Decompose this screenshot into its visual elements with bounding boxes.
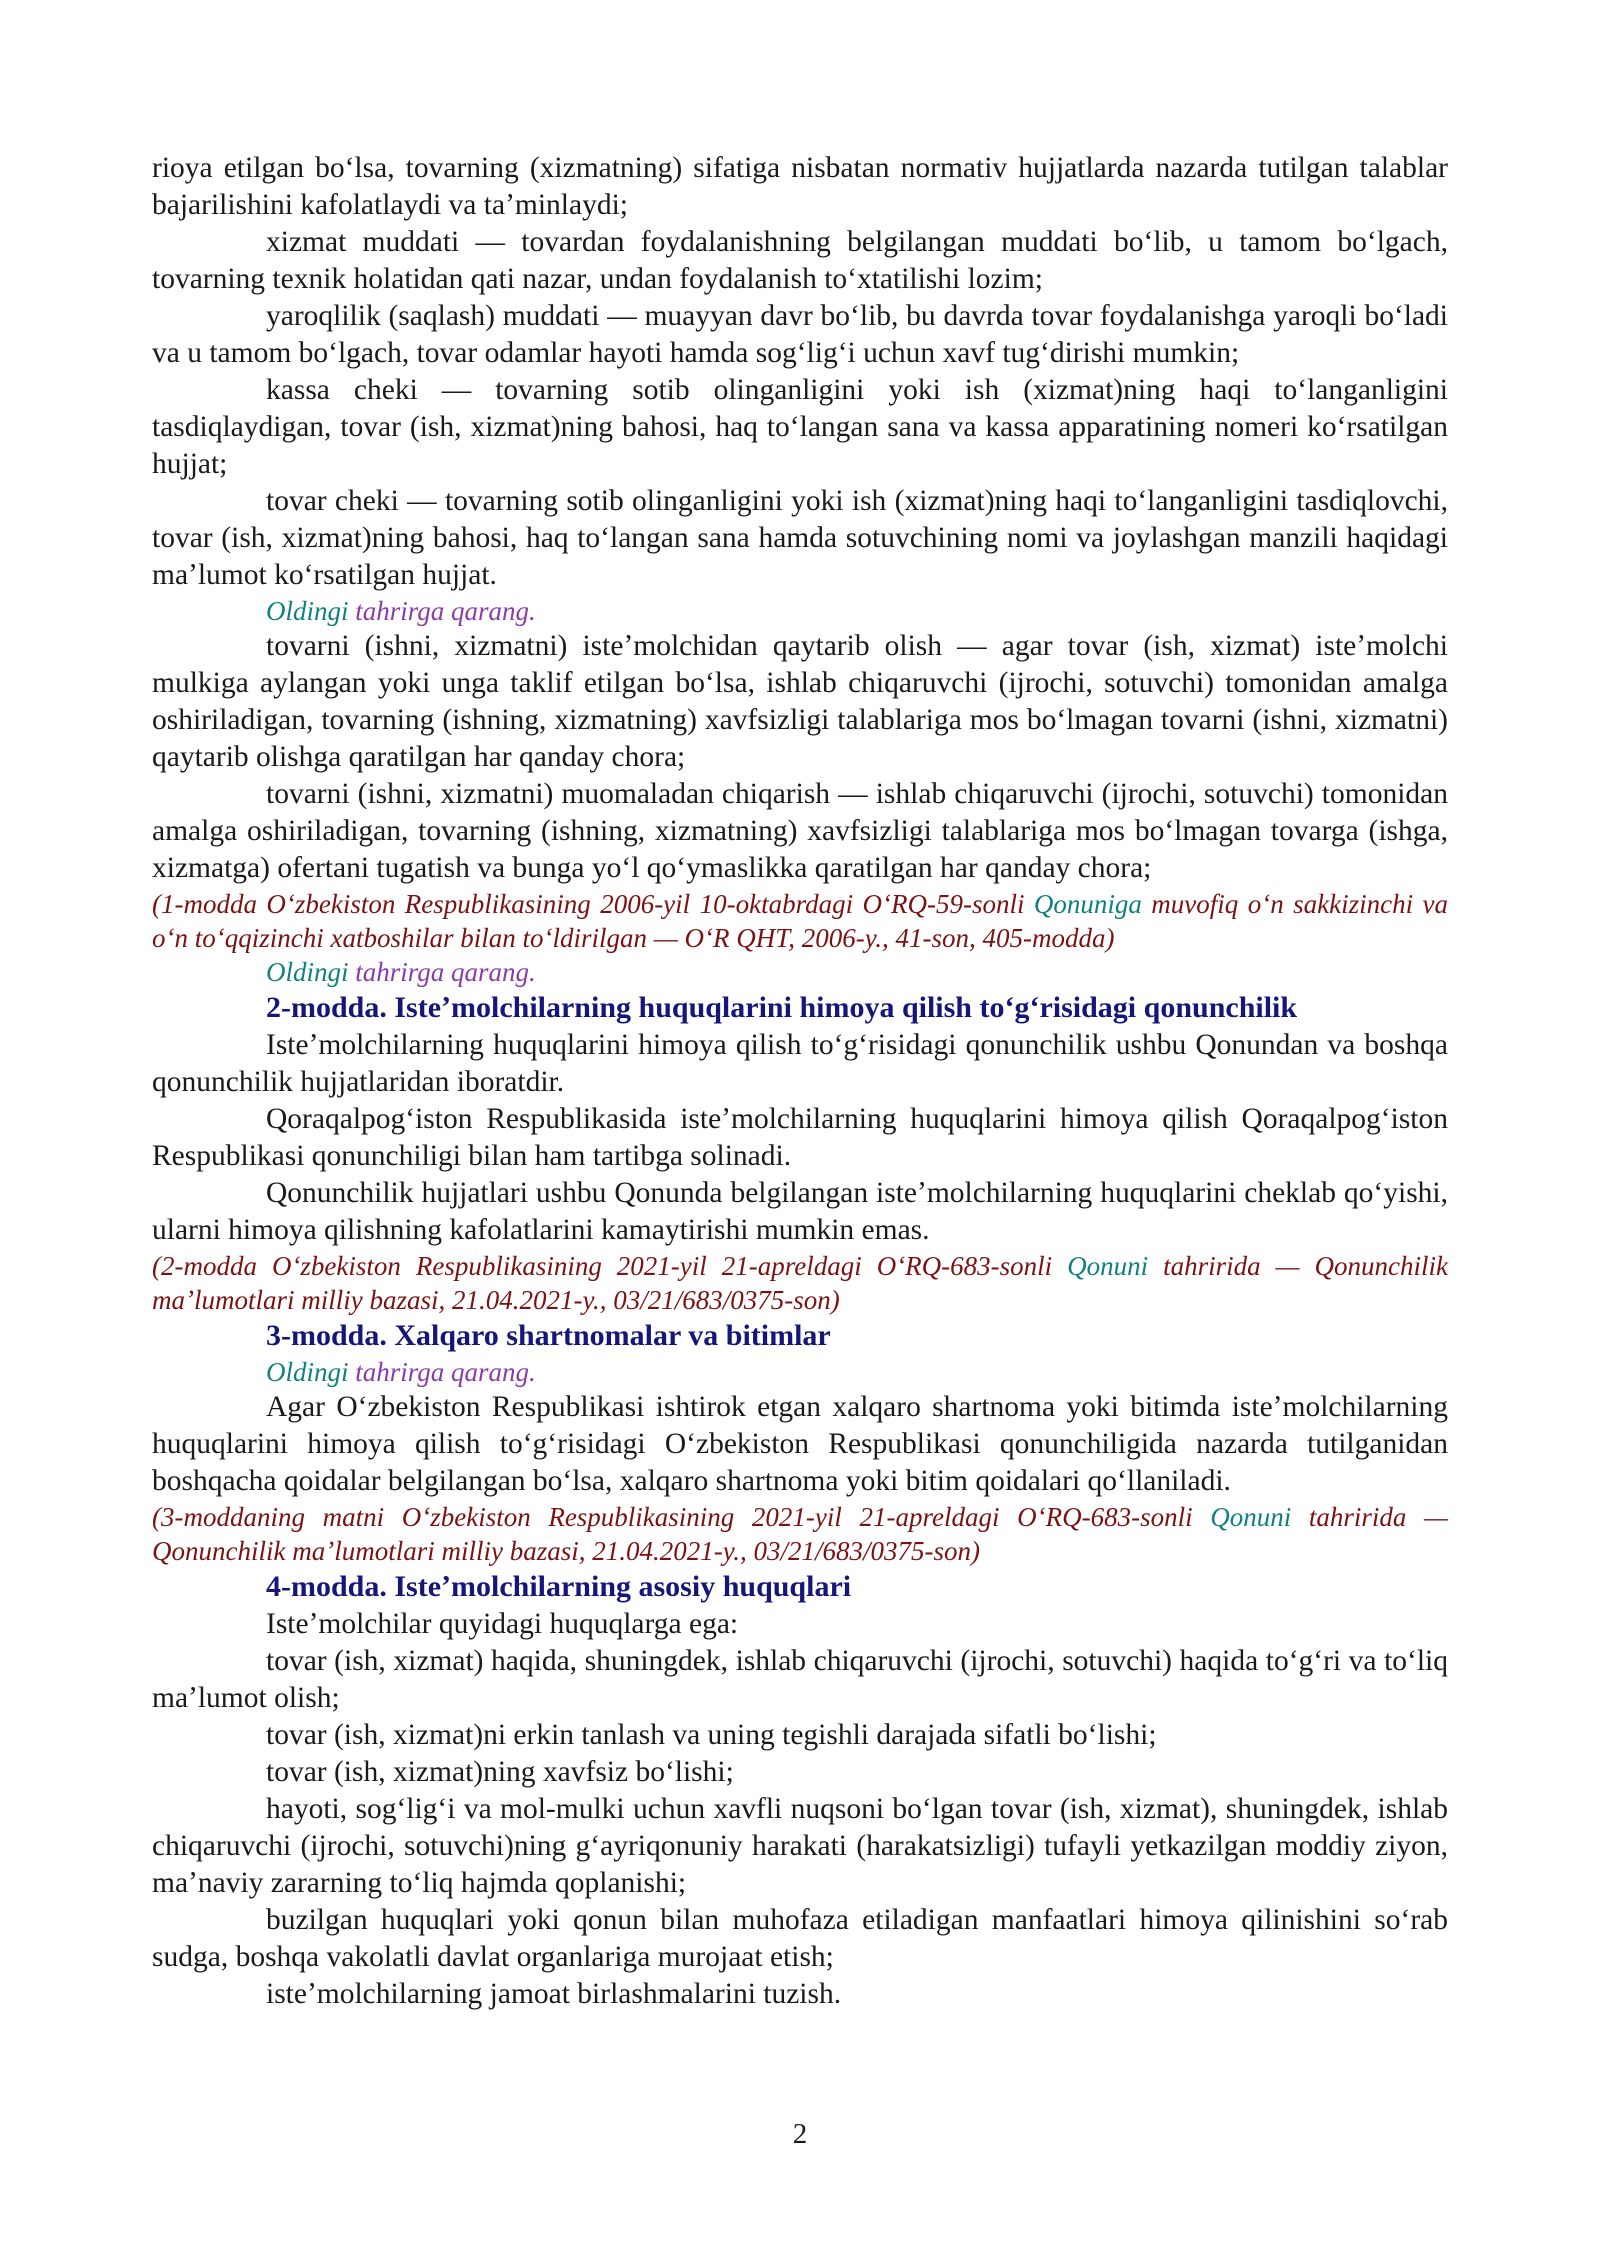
amendment-note	[152, 1500, 1448, 1568]
previous-edition-link-word[interactable]: tahrirga qarang.	[355, 1357, 536, 1387]
paragraph: Agar Oʻzbekiston Respublikasi ishtirok etgan xalqaro shartnoma yoki bitimda isteʼmolchilarning huquqlarini himoya qilish toʻgʻrisidagi Oʻzbekiston Respublikasi qonunchiligida nazarda tutilganidan boshqacha qoidalar belgilangan boʻlsa, xalqaro shartnoma yoki bitim qoidalari qoʻllaniladi.	[152, 1391, 1448, 1497]
previous-edition-link-word[interactable]: Oldingi	[266, 1357, 349, 1387]
law-link[interactable]: Qonuniga	[1033, 889, 1142, 919]
paragraph: yaroqlilik (saqlash) muddati — muayyan davr boʻlib, bu davrda tovar foydalanishga yaroqli boʻladi va u tamom boʻlgach, tovar odamlar hayoti hamda sogʻligʻi uchun xavf tugʻdirishi mumkin;	[152, 300, 1448, 369]
paragraph: tovar (ish, xizmat)ni erkin tanlash va uning tegishli darajada sifatli boʻlishi;	[266, 1719, 1157, 1751]
paragraph: Isteʼmolchilarning huquqlarini himoya qilish toʻgʻrisidagi qonunchilik ushbu Qonundan va boshqa qonunchilik hujjatlaridan iboratdir.	[152, 1029, 1448, 1098]
document-body	[152, 150, 1448, 2013]
paragraph: buzilgan huquqlari yoki qonun bilan muhofaza etiladigan manfaatlari himoya qilinishini soʻrab sudga, boshqa vakolatli davlat organlariga murojaat etish;	[152, 1904, 1448, 1973]
paragraph: xizmat muddati — tovardan foydalanishning belgilangan muddati boʻlib, u tamom boʻlgach, tovarning texnik holatidan qati nazar, undan foydalanish toʻxtatilishi lozim;	[152, 226, 1448, 295]
paragraph: tovar (ish, xizmat) haqida, shuningdek, ishlab chiqaruvchi (ijrochi, sotuvchi) haqida toʻgʻri va toʻliq maʼlumot olish;	[152, 1645, 1448, 1714]
previous-edition-link-word[interactable]: Oldingi	[266, 596, 349, 626]
paragraph: isteʼmolchilarning jamoat birlashmalarini tuzish.	[266, 1978, 842, 2010]
previous-edition-link[interactable]	[152, 1355, 1448, 1389]
amendment-note	[152, 1249, 1448, 1317]
paragraph: tovarni (ishni, xizmatni) muomaladan chiqarish — ishlab chiqaruvchi (ijrochi, sotuvchi) tomonidan amalga oshiriladigan, tovarning (ishning, xizmatning) xavfsizligi talablariga mos boʻlmagan tovarga (ishga, xizmatga) ofertani tugatish va bunga yoʻl qoʻymaslikka qaratilgan har qanday chora;	[152, 778, 1448, 884]
previous-edition-link-word[interactable]: Oldingi	[266, 957, 349, 987]
previous-edition-link[interactable]	[152, 955, 1448, 989]
amendment-note-text: (3-moddaning matni Oʻzbekiston Respublikasining 2021-yil 21-apreldagi OʻRQ-683-sonli	[152, 1502, 1211, 1532]
article-heading: 2-modda. Isteʼmolchilarning huquqlarini himoya qilish toʻgʻrisidagi qonunchilik	[266, 991, 1298, 1024]
law-link[interactable]: Qonuni	[1067, 1251, 1149, 1281]
amendment-note-text: muvofiq oʻn sakkizinchi va oʻn toʻqqizinchi xatboshilar bilan toʻldirilgan — OʻR QHT, 2006-y., 41-son, 405-modda)	[152, 889, 1448, 953]
previous-edition-link[interactable]	[152, 594, 1448, 628]
paragraph: hayoti, sogʻligʻi va mol-mulki uchun xavfli nuqsoni boʻlgan tovar (ish, xizmat), shuningdek, ishlab chiqaruvchi (ijrochi, sotuvchi)ning gʻayriqonuniy harakati (harakatsizligi) tufayli yetkazilgan moddiy ziyon, maʼnaviy zararning toʻliq hajmda qoplanishi;	[152, 1793, 1448, 1899]
amendment-note-text: tahririda — Qonunchilik maʼlumotlari milliy bazasi, 21.04.2021-y., 03/21/683/0375-son)	[152, 1251, 1448, 1315]
previous-edition-link-word[interactable]: tahrirga qarang.	[355, 957, 536, 987]
amendment-note-text: tahririda — Qonunchilik maʼlumotlari milliy bazasi, 21.04.2021-y., 03/21/683/0375-son)	[152, 1502, 1449, 1566]
paragraph: rioya etilgan boʻlsa, tovarning (xizmatning) sifatiga nisbatan normativ hujjatlarda nazarda tutilgan talablar bajarilishini kafolatlaydi va taʼminlaydi;	[152, 152, 1448, 221]
paragraph: Isteʼmolchilar quyidagi huquqlarga ega:	[266, 1608, 739, 1640]
law-link[interactable]: Qonuni	[1210, 1502, 1292, 1532]
article-heading: 3-modda. Xalqaro shartnomalar va bitimlar	[266, 1319, 831, 1352]
amendment-note	[152, 887, 1448, 955]
article-heading: 4-modda. Isteʼmolchilarning asosiy huquqlari	[266, 1570, 852, 1603]
paragraph: Qonunchilik hujjatlari ushbu Qonunda belgilangan isteʼmolchilarning huquqlarini cheklab qoʻyishi, ularni himoya qilishning kafolatlarini kamaytirishi mumkin emas.	[152, 1177, 1448, 1246]
amendment-note-text: (2-modda Oʻzbekiston Respublikasining 2021-yil 21-apreldagi OʻRQ-683-sonli	[152, 1251, 1068, 1281]
paragraph: tovar (ish, xizmat)ning xavfsiz boʻlishi;	[266, 1756, 734, 1788]
page-number: 2	[792, 2118, 808, 2150]
paragraph: Qoraqalpogʻiston Respublikasida isteʼmolchilarning huquqlarini himoya qilish Qoraqalpogʻiston Respublikasi qonunchiligi bilan ham tartibga solinadi.	[152, 1103, 1448, 1172]
amendment-note-text: (1-modda Oʻzbekiston Respublikasining 2006-yil 10-oktabrdagi OʻRQ-59-sonli	[152, 889, 1034, 919]
paragraph: tovarni (ishni, xizmatni) isteʼmolchidan qaytarib olish — agar tovar (ish, xizmat) isteʼmolchi mulkiga aylangan yoki unga taklif etilgan boʻlsa, ishlab chiqaruvchi (ijrochi, sotuvchi) tomonidan amalga oshiriladigan, tovarning (ishning, xizmatning) xavfsizligi talablariga mos boʻlmagan tovarni (ishni, xizmatni) qaytarib olishga qaratilgan har qanday chora;	[152, 630, 1448, 773]
paragraph: kassa cheki — tovarning sotib olinganligini yoki ish (xizmat)ning haqi toʻlanganligini tasdiqlaydigan, tovar (ish, xizmat)ning bahosi, haq toʻlangan sana va kassa apparatining nomeri koʻrsatilgan hujjat;	[152, 374, 1448, 480]
paragraph: tovar cheki — tovarning sotib olinganligini yoki ish (xizmat)ning haqi toʻlanganligini tasdiqlovchi, tovar (ish, xizmat)ning bahosi, haq toʻlangan sana hamda sotuvchining nomi va joylashgan manzili haqidagi maʼlumot koʻrsatilgan hujjat.	[152, 485, 1448, 591]
previous-edition-link-word[interactable]: tahrirga qarang.	[355, 596, 536, 626]
document-page	[152, 150, 1448, 2013]
